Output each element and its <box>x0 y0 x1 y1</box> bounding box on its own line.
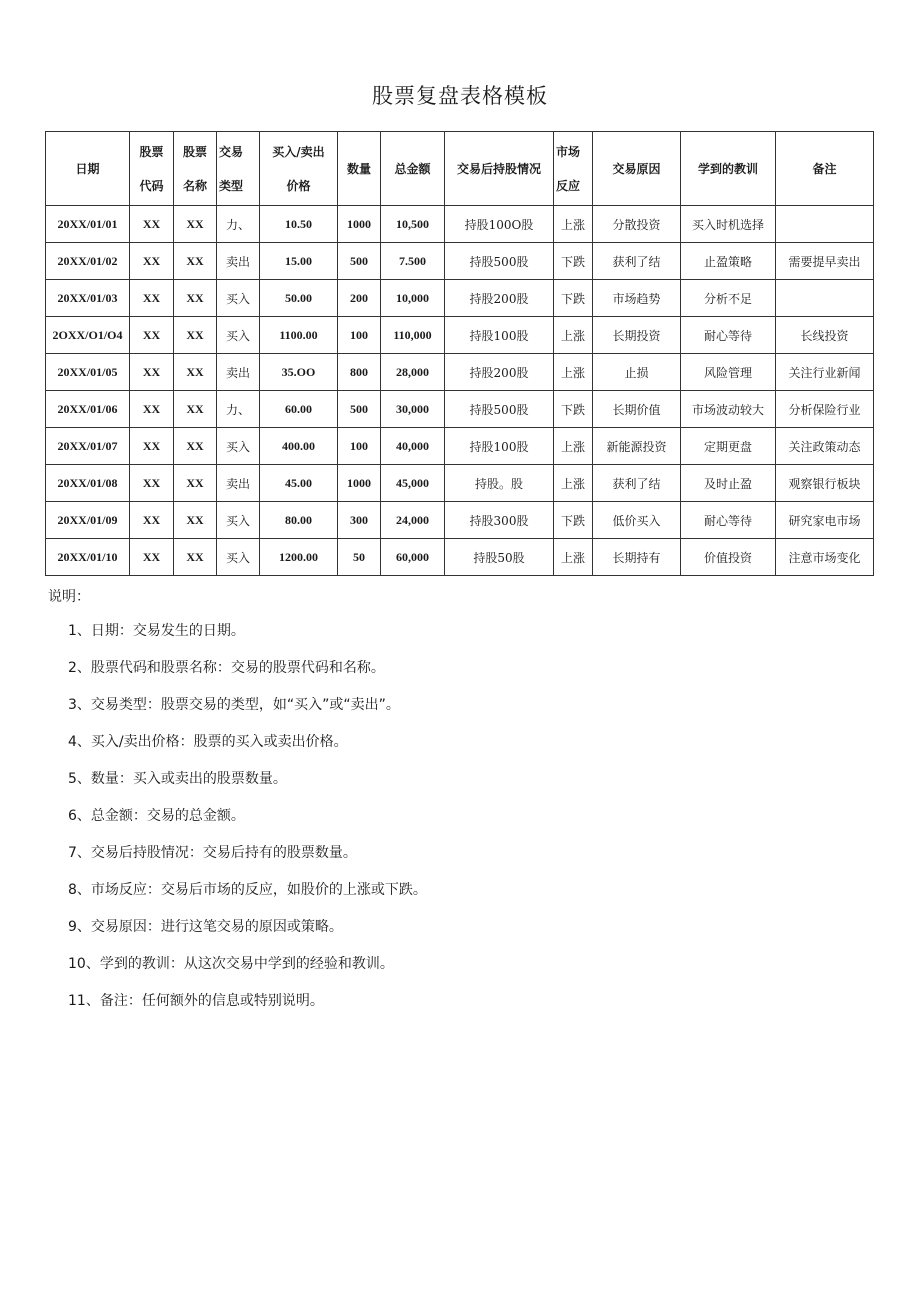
cell-stock-code: XX <box>130 428 174 465</box>
cell-trade-type: 买入 <box>217 317 260 354</box>
cell-total-amount: 110,000 <box>381 317 445 354</box>
cell-total-amount: 28,000 <box>381 354 445 391</box>
cell-date: 20XX/01/02 <box>46 243 130 280</box>
cell-holding: 持股500股 <box>445 391 554 428</box>
cell-date: 20XX/01/08 <box>46 465 130 502</box>
cell-trade-reason: 低价买入 <box>593 502 681 539</box>
header-stock-name: 股票 名称 <box>174 132 217 206</box>
notes-section <box>48 586 868 1028</box>
cell-remark: 观察银行板块 <box>776 465 874 502</box>
cell-remark <box>776 280 874 317</box>
cell-stock-name: XX <box>174 502 217 539</box>
note-item: 1、日期：交易发生的日期。 <box>68 623 245 639</box>
cell-trade-reason: 止损 <box>593 354 681 391</box>
header-trade-type: 交易 类型 <box>217 132 260 206</box>
cell-stock-name: XX <box>174 391 217 428</box>
cell-stock-code: XX <box>130 206 174 243</box>
cell-trade-type: 买入 <box>217 502 260 539</box>
cell-lesson: 风险管理 <box>681 354 776 391</box>
header-market-reaction: 市场 反应 <box>554 132 593 206</box>
cell-market-reaction: 上涨 <box>554 465 593 502</box>
cell-lesson: 市场波动较大 <box>681 391 776 428</box>
cell-trade-reason: 长期投资 <box>593 317 681 354</box>
cell-remark: 关注政策动态 <box>776 428 874 465</box>
cell-stock-code: XX <box>130 391 174 428</box>
cell-holding: 持股100股 <box>445 317 554 354</box>
cell-price: 60.00 <box>260 391 338 428</box>
cell-date: 20XX/01/06 <box>46 391 130 428</box>
header-trade-reason: 交易原因 <box>593 132 681 206</box>
cell-price: 80.00 <box>260 502 338 539</box>
table-row <box>46 354 874 391</box>
cell-remark: 研究家电市场 <box>776 502 874 539</box>
note-item: 6、总金额：交易的总金额。 <box>68 808 245 824</box>
cell-total-amount: 45,000 <box>381 465 445 502</box>
table-row <box>46 317 874 354</box>
cell-trade-type: 力、 <box>217 206 260 243</box>
cell-price: 35.OO <box>260 354 338 391</box>
cell-quantity: 100 <box>338 428 381 465</box>
note-item: 11、备注：任何额外的信息或特别说明。 <box>68 993 324 1009</box>
cell-stock-name: XX <box>174 243 217 280</box>
header-date: 日期 <box>46 132 130 206</box>
cell-stock-code: XX <box>130 354 174 391</box>
table-row <box>46 243 874 280</box>
cell-stock-name: XX <box>174 206 217 243</box>
note-item: 4、买入/卖出价格：股票的买入或卖出价格。 <box>68 734 348 750</box>
note-item: 2、股票代码和股票名称：交易的股票代码和名称。 <box>68 660 385 676</box>
table-row <box>46 280 874 317</box>
cell-stock-code: XX <box>130 539 174 576</box>
cell-quantity: 1000 <box>338 206 381 243</box>
cell-trade-reason: 分散投资 <box>593 206 681 243</box>
note-item: 7、交易后持股情况：交易后持有的股票数量。 <box>68 845 357 861</box>
cell-date: 20XX/01/01 <box>46 206 130 243</box>
cell-lesson: 及时止盈 <box>681 465 776 502</box>
page-title: 股票复盘表格模板 <box>372 84 548 109</box>
cell-quantity: 500 <box>338 243 381 280</box>
cell-date: 20XX/01/10 <box>46 539 130 576</box>
table-row <box>46 502 874 539</box>
notes-label: 说明： <box>48 589 90 605</box>
cell-quantity: 200 <box>338 280 381 317</box>
cell-date: 20XX/01/05 <box>46 354 130 391</box>
table-row <box>46 465 874 502</box>
cell-trade-type: 卖出 <box>217 243 260 280</box>
table-row <box>46 206 874 243</box>
cell-holding: 持股200股 <box>445 354 554 391</box>
table-header-row <box>46 132 874 206</box>
cell-holding: 持股100股 <box>445 428 554 465</box>
cell-trade-reason: 新能源投资 <box>593 428 681 465</box>
cell-date: 20XX/01/07 <box>46 428 130 465</box>
header-remark: 备注 <box>776 132 874 206</box>
cell-price: 400.00 <box>260 428 338 465</box>
cell-stock-code: XX <box>130 465 174 502</box>
cell-market-reaction: 上涨 <box>554 539 593 576</box>
header-holding: 交易后持股情况 <box>445 132 554 206</box>
cell-trade-type: 力、 <box>217 391 260 428</box>
cell-price: 1200.00 <box>260 539 338 576</box>
cell-lesson: 耐心等待 <box>681 502 776 539</box>
note-item: 9、交易原因：进行这笔交易的原因或策略。 <box>68 919 343 935</box>
cell-holding: 持股50股 <box>445 539 554 576</box>
cell-trade-reason: 获利了结 <box>593 465 681 502</box>
cell-lesson: 分析不足 <box>681 280 776 317</box>
cell-price: 45.00 <box>260 465 338 502</box>
header-lesson: 学到的教训 <box>681 132 776 206</box>
header-stock-code: 股票 代码 <box>130 132 174 206</box>
cell-quantity: 50 <box>338 539 381 576</box>
cell-price: 15.00 <box>260 243 338 280</box>
cell-lesson: 止盈策略 <box>681 243 776 280</box>
cell-stock-name: XX <box>174 280 217 317</box>
table-row <box>46 539 874 576</box>
cell-holding: 持股200股 <box>445 280 554 317</box>
cell-trade-reason: 市场趋势 <box>593 280 681 317</box>
cell-market-reaction: 下跌 <box>554 391 593 428</box>
cell-date: 20XX/01/03 <box>46 280 130 317</box>
cell-stock-code: XX <box>130 502 174 539</box>
cell-stock-code: XX <box>130 317 174 354</box>
cell-total-amount: 30,000 <box>381 391 445 428</box>
table-row <box>46 391 874 428</box>
cell-stock-name: XX <box>174 465 217 502</box>
cell-quantity: 500 <box>338 391 381 428</box>
header-total-amount: 总金额 <box>381 132 445 206</box>
cell-trade-reason: 长期持有 <box>593 539 681 576</box>
cell-date: 20XX/01/09 <box>46 502 130 539</box>
cell-stock-name: XX <box>174 539 217 576</box>
note-item: 10、学到的教训：从这次交易中学到的经验和教训。 <box>68 956 394 972</box>
cell-lesson: 价值投资 <box>681 539 776 576</box>
cell-stock-name: XX <box>174 354 217 391</box>
cell-trade-reason: 获利了结 <box>593 243 681 280</box>
cell-trade-type: 卖出 <box>217 354 260 391</box>
cell-holding: 持股500股 <box>445 243 554 280</box>
cell-price: 10.50 <box>260 206 338 243</box>
cell-total-amount: 10,500 <box>381 206 445 243</box>
cell-lesson: 定期更盘 <box>681 428 776 465</box>
cell-lesson: 耐心等待 <box>681 317 776 354</box>
cell-trade-type: 买入 <box>217 539 260 576</box>
cell-market-reaction: 下跌 <box>554 243 593 280</box>
cell-stock-code: XX <box>130 243 174 280</box>
cell-price: 1100.00 <box>260 317 338 354</box>
cell-remark: 分析保险行业 <box>776 391 874 428</box>
cell-total-amount: 24,000 <box>381 502 445 539</box>
cell-trade-type: 买入 <box>217 428 260 465</box>
cell-date: 2OXX/O1/O4 <box>46 317 130 354</box>
trade-review-table <box>45 131 874 576</box>
cell-total-amount: 60,000 <box>381 539 445 576</box>
cell-market-reaction: 上涨 <box>554 206 593 243</box>
cell-holding: 持股。股 <box>445 465 554 502</box>
cell-total-amount: 40,000 <box>381 428 445 465</box>
cell-remark: 需要提早卖出 <box>776 243 874 280</box>
cell-quantity: 100 <box>338 317 381 354</box>
table-row <box>46 428 874 465</box>
header-quantity: 数量 <box>338 132 381 206</box>
note-item: 8、市场反应：交易后市场的反应，如股价的上涨或下跌。 <box>68 882 427 898</box>
cell-holding: 持股100O股 <box>445 206 554 243</box>
cell-stock-name: XX <box>174 428 217 465</box>
cell-remark: 长线投资 <box>776 317 874 354</box>
cell-quantity: 800 <box>338 354 381 391</box>
cell-remark: 关注行业新闻 <box>776 354 874 391</box>
note-item: 3、交易类型：股票交易的类型，如“买入”或“卖出”。 <box>68 697 400 713</box>
cell-remark <box>776 206 874 243</box>
cell-stock-code: XX <box>130 280 174 317</box>
cell-market-reaction: 上涨 <box>554 317 593 354</box>
cell-market-reaction: 下跌 <box>554 502 593 539</box>
cell-market-reaction: 下跌 <box>554 280 593 317</box>
note-item: 5、数量：买入或卖出的股票数量。 <box>68 771 287 787</box>
cell-market-reaction: 上涨 <box>554 354 593 391</box>
cell-market-reaction: 上涨 <box>554 428 593 465</box>
cell-total-amount: 10,000 <box>381 280 445 317</box>
cell-quantity: 1000 <box>338 465 381 502</box>
cell-holding: 持股300股 <box>445 502 554 539</box>
cell-lesson: 买入时机选择 <box>681 206 776 243</box>
cell-quantity: 300 <box>338 502 381 539</box>
cell-remark: 注意市场变化 <box>776 539 874 576</box>
cell-trade-type: 买入 <box>217 280 260 317</box>
cell-total-amount: 7.500 <box>381 243 445 280</box>
header-price: 买入/卖出 价格 <box>260 132 338 206</box>
cell-trade-reason: 长期价值 <box>593 391 681 428</box>
notes-list <box>48 621 868 1028</box>
cell-price: 50.00 <box>260 280 338 317</box>
cell-trade-type: 卖出 <box>217 465 260 502</box>
cell-stock-name: XX <box>174 317 217 354</box>
